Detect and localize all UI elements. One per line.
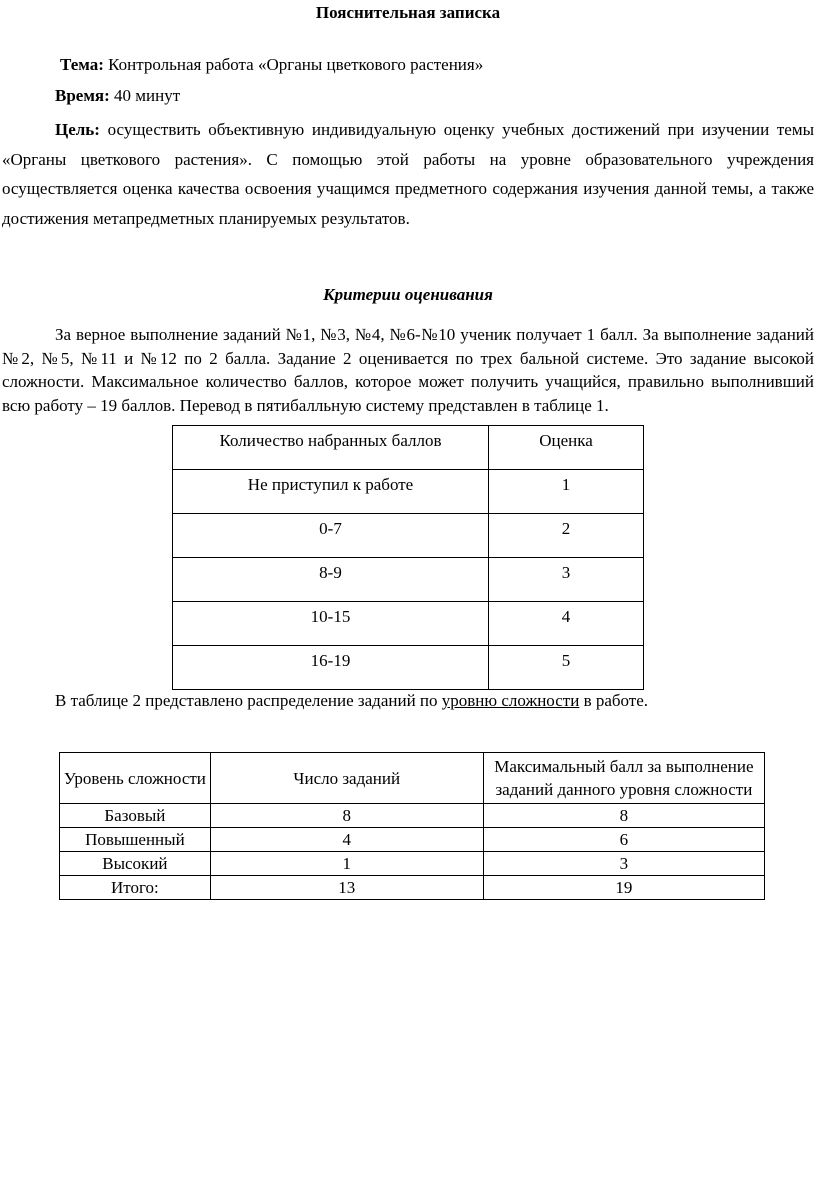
table-cell: 3 [483,852,764,876]
table-row [60,876,765,900]
table-row [60,828,765,852]
table-row [173,470,644,514]
table-row [60,804,765,828]
table-cell: 19 [483,876,764,900]
topic-value: Контрольная работа «Органы цветкового растения» [103,55,484,74]
time-line [55,85,180,107]
table-row [173,558,644,602]
criteria-title: Критерии оценивания [323,285,493,304]
table-cell: 8-9 [173,558,489,602]
table-cell: Базовый [60,804,211,828]
table-cell: 2 [489,514,644,558]
table2-intro [55,690,648,712]
table-header-row [60,753,765,804]
table-row [173,514,644,558]
table-cell: 16-19 [173,646,489,690]
table-cell: 0-7 [173,514,489,558]
table-cell: 8 [210,804,483,828]
table-cell: 1 [489,470,644,514]
table-cell: 3 [489,558,644,602]
table-header-cell: Максимальный балл за выполнение заданий данного уровня сложности [483,753,764,804]
table-cell: Повышенный [60,828,211,852]
table-cell: 8 [483,804,764,828]
time-value: 40 минут [109,86,181,105]
document-title: Пояснительная записка [315,3,501,22]
table-row [173,602,644,646]
goal-label: Цель: [55,120,100,139]
table-cell: 13 [210,876,483,900]
table-row [60,852,765,876]
table-cell: 10-15 [173,602,489,646]
grading-table [172,425,644,690]
difficulty-table [59,752,765,900]
table-cell: Высокий [60,852,211,876]
table-header-cell: Количество набранных баллов [173,426,489,470]
table-cell: 1 [210,852,483,876]
goal-paragraph [2,115,814,233]
topic-line [60,54,483,76]
topic-label: Тема: [60,55,104,74]
table-cell: 6 [483,828,764,852]
time-label: Время: [55,86,110,105]
table-cell: 5 [489,646,644,690]
criteria-paragraph: За верное выполнение заданий №1, №3, №4, №6-№10 ученик получает 1 балл. За выполнение заданий №2, №5, №11 и №12 по 2 балла. Задание 2 оценивается по трех бальной системе. Это задание высокой сложности. Максимальное количество баллов, которое может получить учащийся, правильно выполнивший всю работу – 19 баллов. Перевод в пятибалльную систему представлен в таблице 1. [2,325,814,415]
table-header-cell: Уровень сложности [60,753,211,804]
table-header-cell: Оценка [489,426,644,470]
table-cell: Итого: [60,876,211,900]
table2-intro-after: в работе. [579,691,649,710]
table2-intro-before: В таблице 2 представлено распределение заданий по [55,691,442,710]
table-cell: 4 [489,602,644,646]
table-header-cell: Число заданий [210,753,483,804]
table-cell: Не приступил к работе [173,470,489,514]
table-row [173,646,644,690]
table2-intro-underlined: уровню сложности [441,691,580,710]
table-cell: 4 [210,828,483,852]
goal-text: осуществить объективную индивидуальную оценку учебных достижений при изучении темы «Органы цветкового растения». С помощью этой работы на уровне образовательного учреждения осуществляется оценка качества освоения учащимся предметного содержания изучения данной темы, а также достижения метапредметных планируемых результатов. [2,120,814,228]
table-header-row [173,426,644,470]
